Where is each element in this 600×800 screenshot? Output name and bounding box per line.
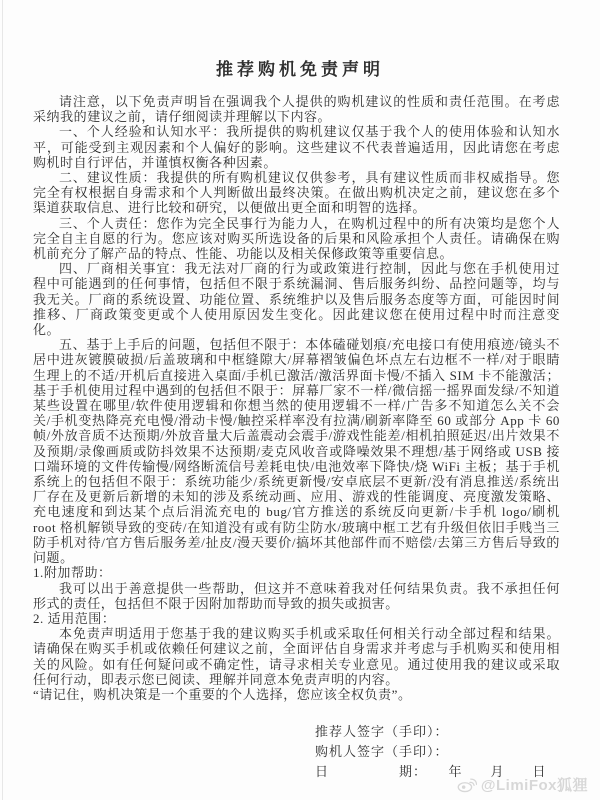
- buyer-signature-label: 购机人签字（手印）：: [315, 744, 449, 760]
- watermark-handle: @LimiFox狐狸: [480, 777, 588, 794]
- section-3-personal-responsibility: 三、个人责任：您作为完全民事行为能力人，在购机过程中的所有决策均是您个人完全自主自愿的行为。您应该对购买所选设备的后果和风险承担个人责任。请确保在购机前充分了解产品的特点、性能、功能以及相关保修政策等重要信息。: [33, 215, 560, 262]
- document-title: 推荐购机免责声明: [216, 60, 384, 79]
- section-4-manufacturer-matters: 四、厂商相关事宜：我无法对厂商的行为或政策进行控制，因此与您在手机使用过程中可能遇到的任何事情，包括但不限于系统漏洞、售后服务纠纷、品控问题等，均与我无关。厂商的系统设置、功能位置、系统维护以及售后服务态度等方面，可能因时间推移、厂商政策变更或个人使用原因发生变化。因此建议您在使用过程中时而注意变化。: [33, 261, 560, 338]
- closing-quote: “请记住，购机决策是一个重要的个人选择，您应该全权负责”。: [33, 686, 412, 702]
- weibo-watermark: [457, 774, 588, 795]
- intro-paragraph: 请注意，以下免责声明旨在强调我个人提供的购机建议的性质和责任范围。在考虑采纳我的建议之前，请仔细阅读并理解以下内容。: [33, 94, 560, 125]
- document-body: [33, 94, 560, 702]
- note-1-heading: 1.附加帮助：: [33, 565, 112, 581]
- section-5-post-purchase-issues: 五、基于上手后的问题，包括但不限于：本体磕碰划痕/充电接口有使用痕迹/镜头不居中进灰镀膜破损/后盖玻璃和中框缝隙大/屏幕褶皱偏色坏点左右边框不一样/对于眼睛生理上的不适/开机后直接进入桌面/手机已激活/激活界面卡慢/不插入 SIM 卡不能激活；基于手机使用过程中遇到的包括但不限于：屏幕厂家不一样/微信摇一摇界面发绿/不知道某些设置在哪里/软件使用逻辑和你想当然的使用逻辑不一样/广告多不知道怎么关不会关/手机变热降亮充电慢/滑动卡慢/触控采样率没有拉满/刷新率降至 60 或部分 App 卡 60 帧/外放音质不达预期/外放音量大后盖震动会震手/游戏性能差/相机拍照延迟/出片效果不及预期/录像画质或防抖效果不达预期/麦克风收音或降噪效果不理想/基于网络或 USB 接口端环境的文件传输慢/网络断流信号差耗电快/电池效率下降快/烧 WiFi 主板；基于手机系统上的包括但不限于：系统功能少/系统更新慢/安卓底层不更新/没有消息推送/系统出厂存在及更新后新增的未知的涉及系统动画、应用、游戏的性能调度、亮度激发策略、充电速度和到达某个点后涓流充电的 bug/官方推送的系统反向更新/卡手机 logo/刷机 root 格机解锁导致的变砖/在知道没有或有防尘防水/玻璃中框工艺有升级但依旧手贱当三防手机对待/官方售后服务差/扯皮/漫天要价/搞坏其他部件而不赔偿/去第三方售后导致的问题。: [33, 337, 560, 566]
- note-1-body: 我可以出于善意提供一些帮助，但这并不意味着我对任何结果负责。我不承担任何形式的责任，包括但不限于因附加帮助而导致的损失或损害。: [33, 580, 560, 611]
- scan-edge-line: [2, 0, 3, 800]
- section-1-personal-experience: 一、个人经验和认知水平：我所提供的购机建议仅基于我个人的使用体验和认知水平，可能受到主观因素和个人偏好的影响。这些建议不代表普遍适用，因此请您在考虑购机时自行评估，并谨慎权衡各种因素。: [33, 124, 560, 170]
- section-2-advice-nature: 二、建议性质：我提供的所有购机建议仅供参考，具有建议性质而非权威指导。您完全有权根据自身需求和个人判断做出最终决策。在做出购机决定之前，建议您在多个渠道获取信息、进行比较和研究，以便做出更全面和明智的选择。: [33, 170, 560, 216]
- date-line: 日 期： 年 月 日: [315, 764, 547, 780]
- note-2-heading: 2. 适用范围：: [33, 610, 116, 626]
- weibo-eye-icon: [457, 776, 477, 793]
- note-2-body: 本免责声明适用于您基于我的建议购买手机或采取任何相关行动全部过程和结果。请确保在购买手机或依赖任何建议之前，全面评估自身需求并考虑与手机购买和使用相关的风险。如有任何疑问或不确定性，请寻求相关专业意见。通过使用我的建议或采取任何行动，即表示您已阅读、理解并同意本免责声明的内容。: [33, 626, 560, 687]
- recommender-signature-label: 推荐人签字（手印）：: [315, 724, 449, 740]
